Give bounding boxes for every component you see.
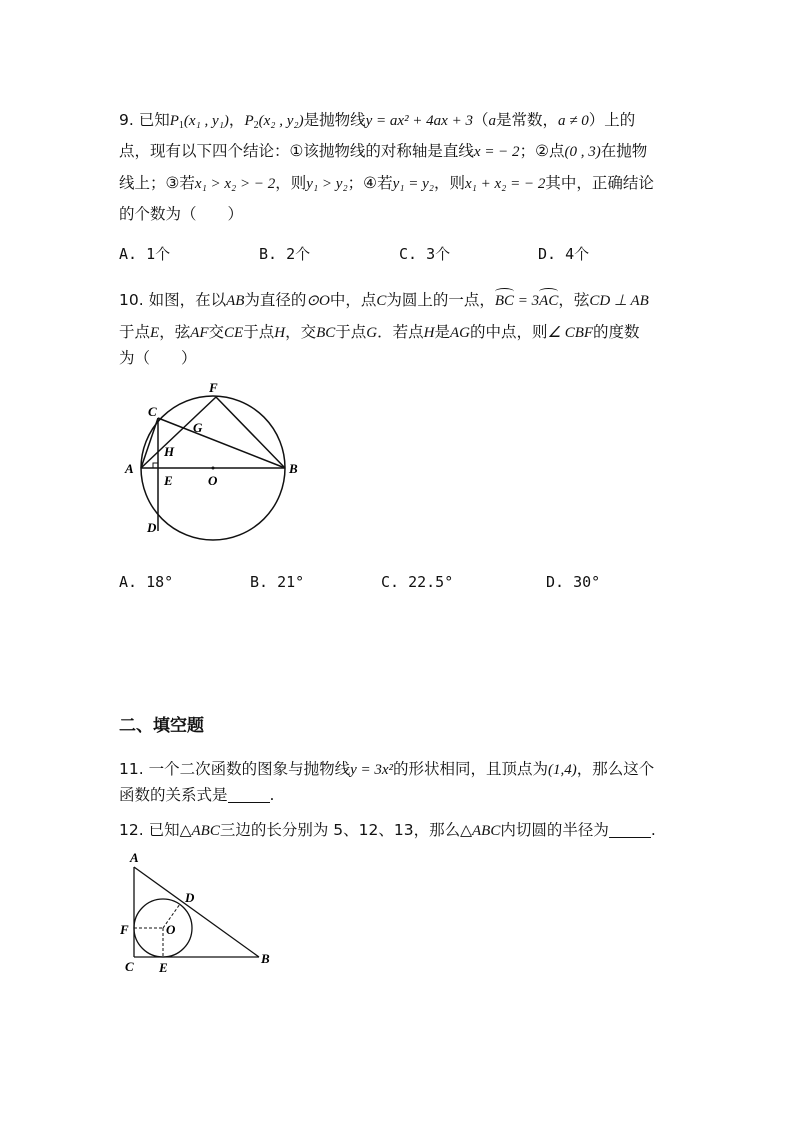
chord-bf — [216, 397, 285, 468]
answer-blank — [609, 823, 651, 838]
q10-option-a: A. 18° — [119, 573, 174, 591]
q9-line-2: 点，现有以下四个结论：①该抛物线的对称轴是直线x = − 2；②点(0 , 3)在抛物 — [119, 142, 648, 160]
q10-option-c: C. 22.5° — [381, 573, 454, 591]
q12-triangle-figure — [115, 850, 275, 975]
label-c: C — [125, 959, 134, 974]
circle-o-symbol: ⊙O — [306, 293, 330, 309]
label-b: B — [261, 951, 270, 966]
label-a: A — [130, 850, 139, 865]
label-e: E — [159, 960, 168, 975]
arc-ac: AC — [539, 290, 558, 312]
q9-number: 9. — [119, 111, 134, 129]
label-d: D — [185, 890, 195, 905]
label-o: O — [208, 473, 218, 488]
label-d: D — [147, 520, 157, 535]
q11-line-2: 函数的关系式是 . — [119, 786, 275, 804]
q9-option-a: A. 1个 — [119, 245, 171, 263]
p1-label: $P_1(x_1$ , y₁) — [169, 113, 229, 131]
label-o: O — [166, 922, 176, 937]
q9-line-3: 线上；③若x₁ > x₂ > − 2，则y₁ > y₂；④若y₁ = y₂，则x₁ + x₂ = − 2其中，正确结论 — [119, 174, 654, 192]
answer-blank — [228, 788, 270, 803]
label-f: F — [209, 380, 218, 395]
q9-option-c: C. 3个 — [399, 245, 451, 263]
q9-line-4: 的个数为（ ） — [119, 205, 244, 223]
label-g: G — [193, 420, 203, 435]
label-c: C — [148, 404, 157, 419]
chord-bc — [158, 418, 285, 468]
parabola-equation: y = ax² + 4ax + 3 — [365, 113, 473, 129]
q10-line-2: 于点E，弦AF交CE于点H，交BC于点G．若点H是AG的中点，则∠ CBF的度数 — [119, 323, 640, 341]
p2-label: $P_2(x_2$ , y₂) — [244, 113, 304, 131]
label-a: A — [125, 461, 134, 476]
q9-option-d: D. 4个 — [538, 245, 590, 263]
q9-option-b: B. 2个 — [259, 245, 311, 263]
label-f: F — [120, 922, 129, 937]
label-b: B — [289, 461, 298, 476]
q9-line-1: 9. 已知$P_1(x_1$ , y₁)，$P_2(x_2$ , y₂)是抛物线y = ax² + 4ax + 3（a是常数，a ≠ 0）上的 — [119, 111, 636, 131]
q10-line-1: 10. 如图，在以AB为直径的⊙O中，点C为圆上的一点，BC = 3AC，弦CD ⊥ AB — [119, 289, 649, 312]
q12-line-1: 12. 已知△ABC三边的长分别为 5、12、13，那么△ABC内切圆的半径为 . — [119, 821, 656, 839]
label-h: H — [164, 444, 175, 459]
side-ab — [134, 867, 259, 957]
q10-circle-figure — [115, 375, 315, 540]
q10-line-3: 为（ ） — [119, 349, 197, 367]
q11-line-1: 11. 一个二次函数的图象与抛物线y = 3x²的形状相同，且顶点为(1,4)，那么这个 — [119, 760, 655, 778]
center-point — [212, 467, 215, 470]
arc-bc: BC — [495, 290, 514, 312]
section-heading: 二、填空题 — [119, 716, 204, 736]
q10-option-d: D. 30° — [546, 573, 601, 591]
q10-option-b: B. 21° — [250, 573, 305, 591]
label-e: E — [164, 473, 173, 488]
